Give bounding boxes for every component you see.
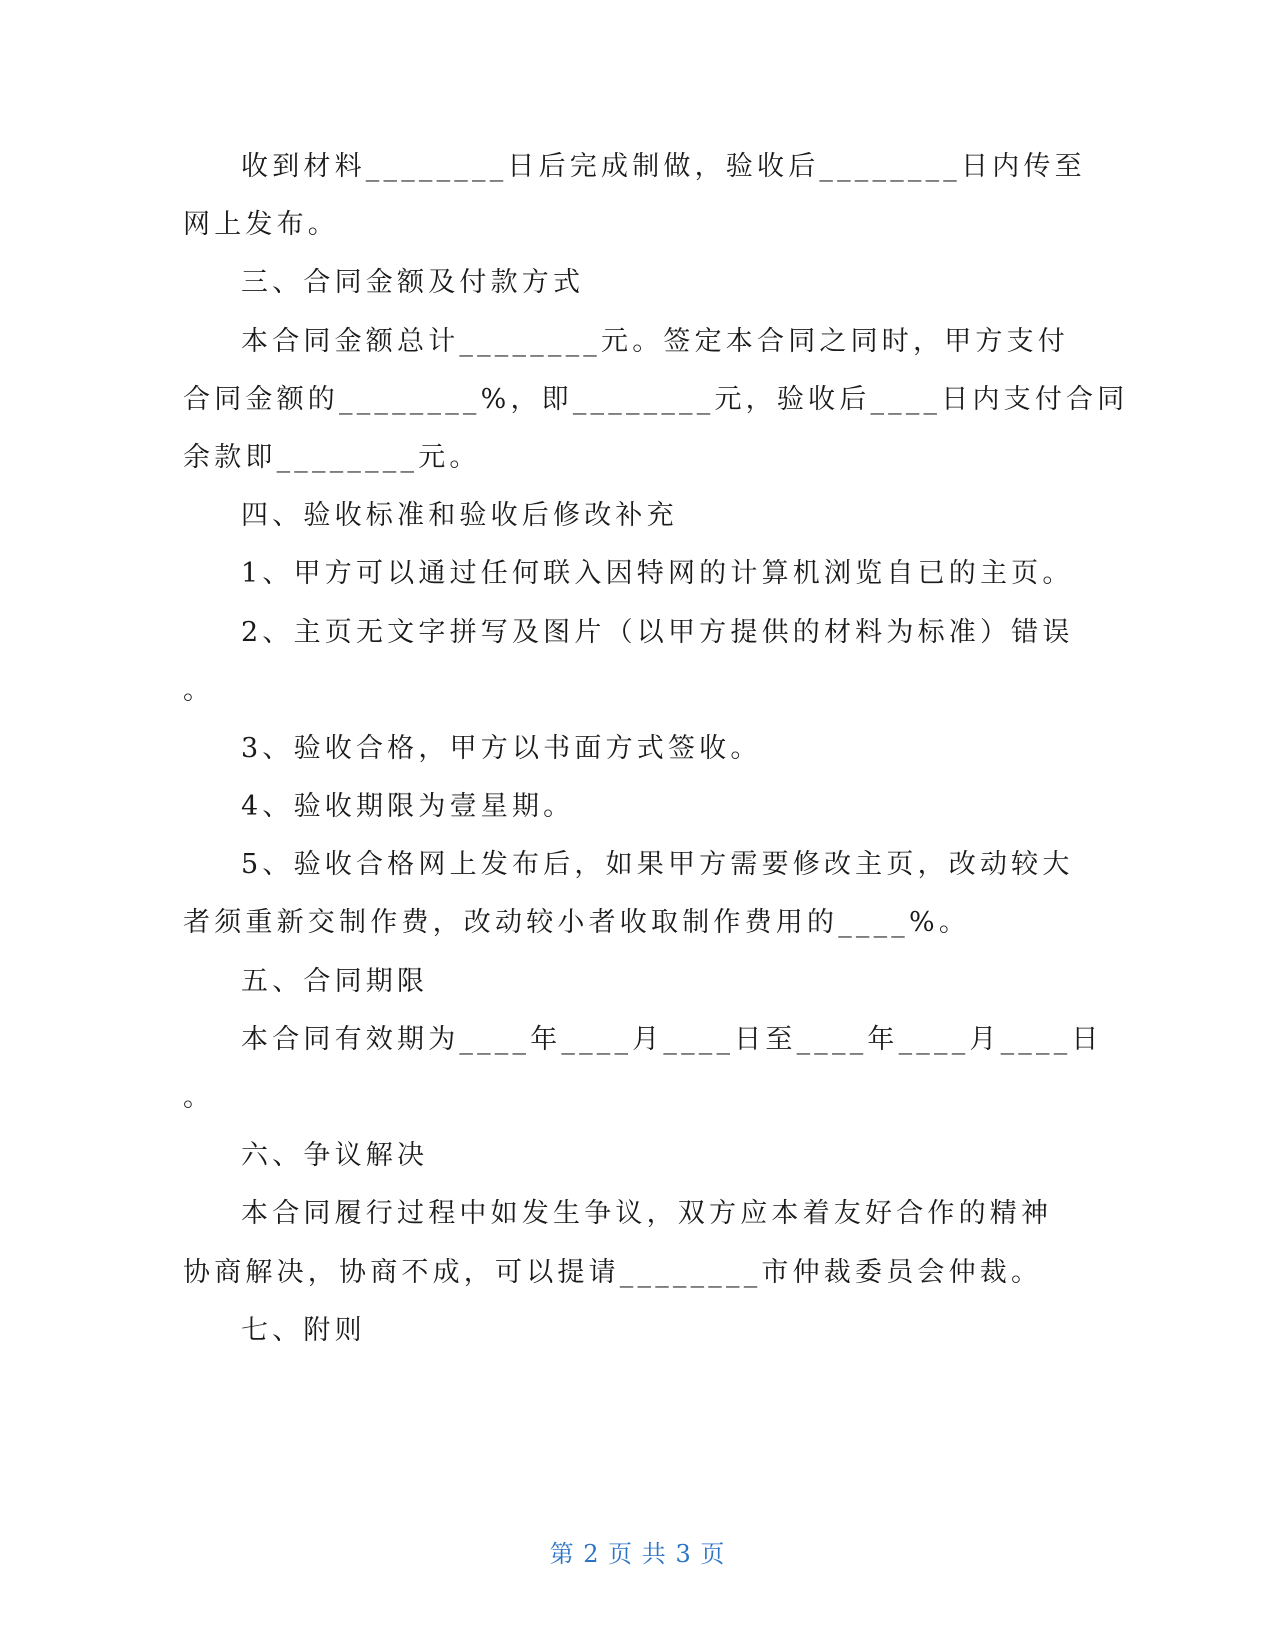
section-heading: 七、附则	[241, 1314, 366, 1346]
document-body	[183, 138, 1129, 1360]
body-line: 合同金额的________%，即________元，验收后____日内支付合同	[183, 383, 1129, 415]
body-line: 余款即________元。	[183, 441, 481, 473]
body-line: 。	[183, 1082, 215, 1113]
section-heading: 六、争议解决	[241, 1140, 429, 1172]
body-line: 本合同金额总计________元。签定本合同之同时，甲方支付	[241, 325, 1069, 357]
list-item: 1、甲方可以通过任何联入因特网的计算机浏览自已的主页。	[241, 558, 1074, 590]
body-line: 收到材料________日后完成制做，验收后________日内传至	[241, 151, 1086, 182]
section-heading: 四、验收标准和验收后修改补充	[241, 500, 678, 532]
body-line: 本合同有效期为____年____月____日至____年____月____日	[241, 1023, 1103, 1055]
list-item: 2、主页无文字拼写及图片（以甲方提供的材料为标准）错误	[241, 616, 1074, 648]
list-item: 3、验收合格，甲方以书面方式签收。	[241, 732, 762, 764]
list-item: 4、验收期限为壹星期。	[241, 791, 575, 823]
body-line: 网上发布。	[183, 209, 339, 241]
body-line: 。	[183, 674, 215, 706]
section-heading: 五、合同期限	[241, 965, 429, 997]
page-footer: 第 2 页 共 3 页	[549, 1540, 726, 1568]
body-line: 者须重新交制作费，改动较小者收取制作费用的____%。	[183, 907, 971, 939]
list-item: 5、验收合格网上发布后，如果甲方需要修改主页，改动较大	[241, 849, 1074, 881]
section-heading: 三、合同金额及付款方式	[241, 267, 585, 299]
body-line: 协商解决，协商不成，可以提请________市仲裁委员会仲裁。	[183, 1256, 1043, 1288]
body-line: 本合同履行过程中如发生争议，双方应本着友好合作的精神	[241, 1198, 1053, 1230]
